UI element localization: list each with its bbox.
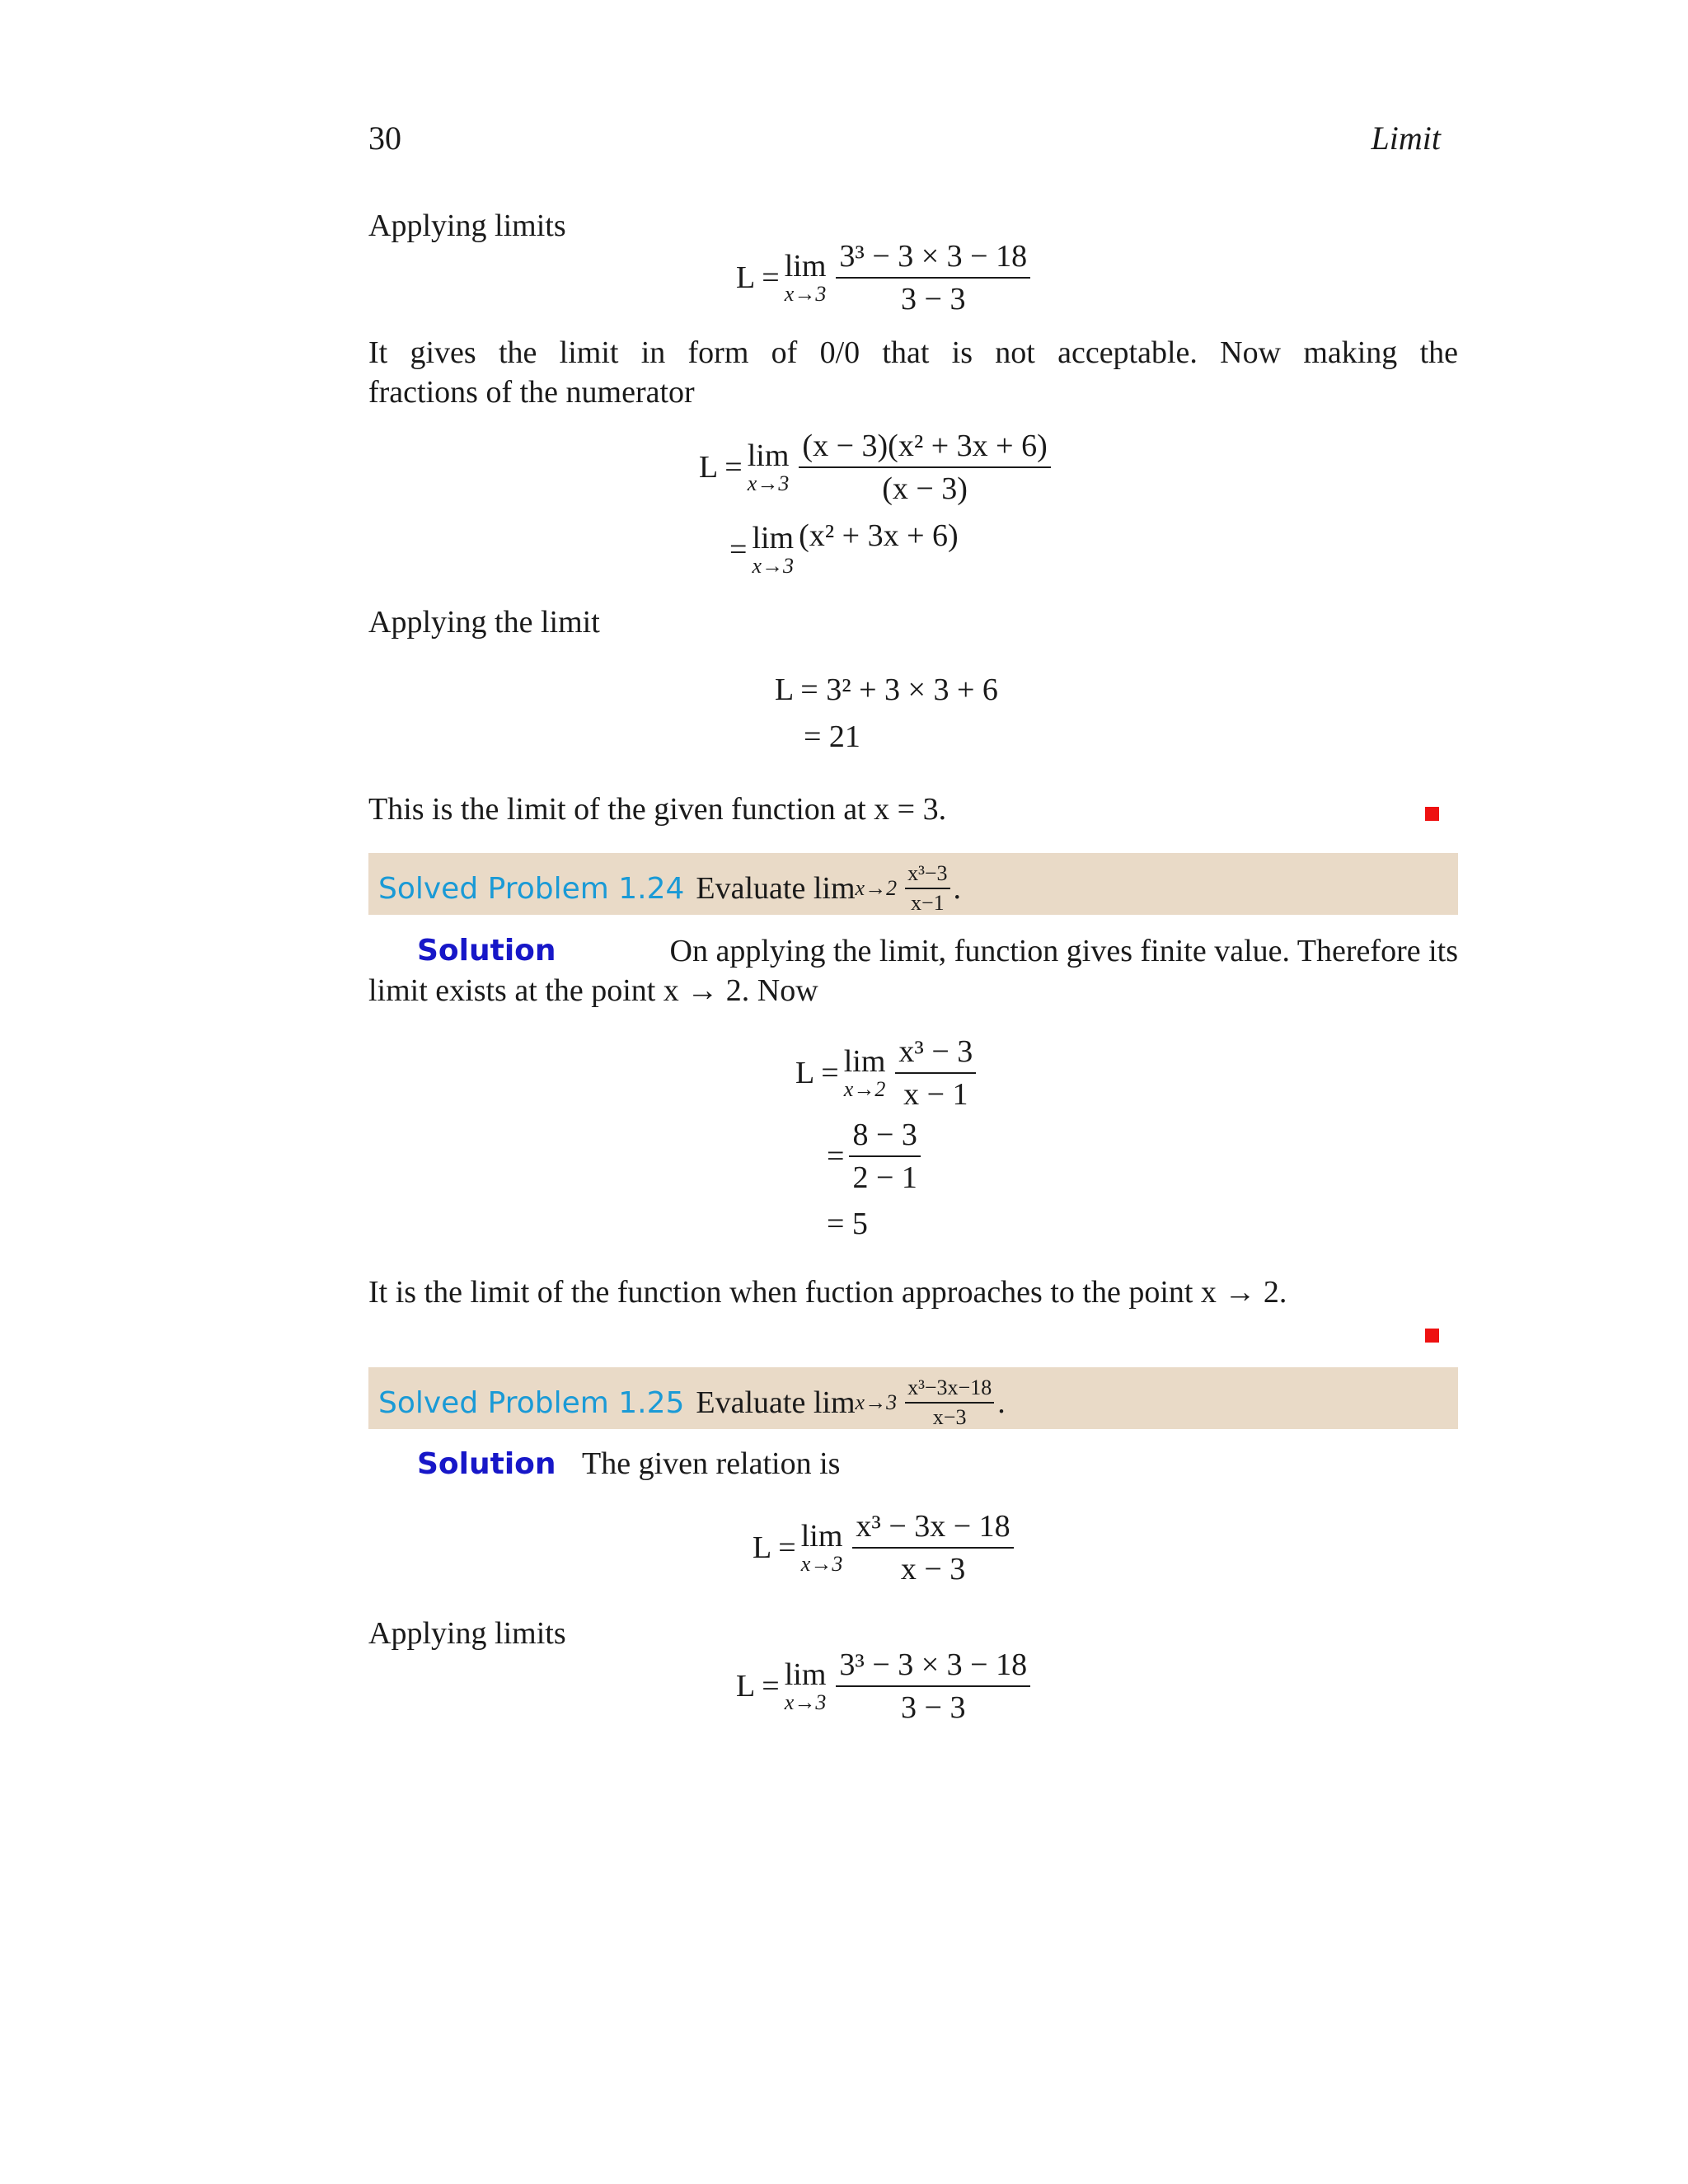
equation-1: [736, 241, 1035, 315]
problem-statement: [378, 1376, 1006, 1430]
equation-lhs: L =: [736, 1669, 780, 1704]
lim-text: lim: [843, 1044, 886, 1079]
lim-text: lim: [752, 521, 795, 555]
fraction: [852, 1511, 1013, 1585]
paragraph-zero-over-zero-line2: fractions of the numerator: [368, 375, 695, 410]
numerator: x³−3: [905, 861, 950, 889]
paragraph-conclusion-x3: This is the limit of the given function at x = 3.: [368, 792, 947, 827]
lim-text: lim: [784, 249, 827, 284]
fraction: [905, 1376, 994, 1430]
lim-subscript: x→3: [752, 554, 795, 578]
solution-25-line: [417, 1444, 840, 1484]
numerator: 3³ − 3 × 3 − 18: [836, 1649, 1030, 1687]
lim-subscript: x→3: [784, 282, 827, 306]
lim-subscript: x→3: [855, 1390, 898, 1414]
solution-24-line2: limit exists at the point x → 2. Now: [368, 973, 818, 1008]
numerator: 3³ − 3 × 3 − 18: [836, 241, 1030, 279]
limit-operator: [844, 1046, 886, 1100]
lim-subscript: x→2: [855, 876, 898, 900]
denominator: 2 − 1: [852, 1160, 917, 1195]
lim-subscript: x→3: [784, 1690, 827, 1714]
paragraph-applying-limits-2: Applying limits: [368, 1616, 566, 1651]
problem-box-1-25: [368, 1367, 1458, 1429]
equation-6: [736, 1649, 1035, 1723]
denominator: 3 − 3: [901, 282, 966, 316]
paragraph-applying-the-limit: Applying the limit: [368, 605, 600, 640]
limit-operator: [748, 440, 790, 494]
equation-4-line3: = 5: [827, 1207, 868, 1241]
page-number: 30: [368, 120, 401, 157]
paragraph-conclusion-x2: It is the limit of the function when fuction approaches to the point x → 2.: [368, 1275, 1287, 1310]
lim-text: lim: [747, 438, 790, 473]
fraction: [849, 1119, 920, 1193]
paragraph-zero-over-zero-line1: It gives the limit in form of 0/0 that is not acceptable. Now making the: [368, 335, 1458, 370]
equation-lhs: L =: [699, 450, 743, 485]
fraction: [905, 861, 950, 916]
lim-subscript: x→3: [747, 471, 790, 495]
qed-square: [1425, 807, 1439, 821]
equation-3-line1: L = 3² + 3 × 3 + 6: [775, 673, 998, 707]
period: .: [997, 1385, 1006, 1420]
period: .: [953, 871, 962, 906]
numerator: x³ − 3: [895, 1036, 976, 1074]
fraction: [799, 430, 1050, 504]
solution-label: Solution: [417, 1447, 556, 1481]
equation-4-line1: [795, 1036, 981, 1110]
paragraph-applying-limits: Applying limits: [368, 209, 566, 243]
limit-operator: [785, 1659, 827, 1713]
lim-subscript: x→3: [800, 1552, 843, 1576]
numerator: x³ − 3x − 18: [852, 1511, 1013, 1549]
expression: (x² + 3x + 6): [799, 518, 959, 553]
lim-subscript: x→2: [843, 1077, 886, 1101]
solution-label: Solution: [417, 934, 556, 968]
equals-sign: =: [729, 532, 748, 567]
denominator: x−1: [910, 891, 945, 915]
equation-3-line2: = 21: [804, 719, 860, 754]
problem-evaluate: Evaluate lim: [696, 871, 856, 906]
problem-statement: [378, 861, 961, 916]
fraction: [895, 1036, 976, 1110]
qed-square: [1425, 1329, 1439, 1343]
solution-24-line1: [417, 931, 1458, 971]
equation-5: [753, 1511, 1019, 1585]
equation-2-line2: [729, 518, 959, 578]
equation-2-line1: [699, 430, 1056, 504]
problem-evaluate: Evaluate lim: [696, 1385, 856, 1420]
limit-operator: [801, 1521, 843, 1575]
denominator: x − 1: [903, 1077, 968, 1112]
limit-operator: [752, 523, 794, 577]
denominator: 3 − 3: [901, 1690, 966, 1725]
denominator: x − 3: [900, 1552, 966, 1586]
lim-text: lim: [784, 1657, 827, 1692]
denominator: x−3: [932, 1405, 967, 1429]
chapter-title: Limit: [1371, 120, 1441, 157]
equation-lhs: L =: [795, 1056, 839, 1090]
numerator: x³−3x−18: [905, 1376, 994, 1404]
equation-4-line2: [827, 1119, 926, 1193]
solution-text: The given relation is: [582, 1446, 841, 1481]
numerator: (x − 3)(x² + 3x + 6): [799, 430, 1050, 468]
problem-title: Solved Problem 1.24: [378, 871, 685, 906]
fraction: [836, 241, 1030, 315]
solution-text: On applying the limit, function gives finite value. Therefore its: [669, 934, 1458, 968]
equation-lhs: L =: [753, 1530, 796, 1565]
numerator: 8 − 3: [849, 1119, 920, 1157]
equals-sign: =: [827, 1139, 845, 1174]
lim-text: lim: [800, 1519, 843, 1554]
problem-box-1-24: [368, 853, 1458, 915]
equation-lhs: L =: [736, 260, 780, 295]
limit-operator: [785, 251, 827, 305]
denominator: (x − 3): [882, 471, 968, 506]
problem-title: Solved Problem 1.25: [378, 1385, 685, 1420]
fraction: [836, 1649, 1030, 1723]
